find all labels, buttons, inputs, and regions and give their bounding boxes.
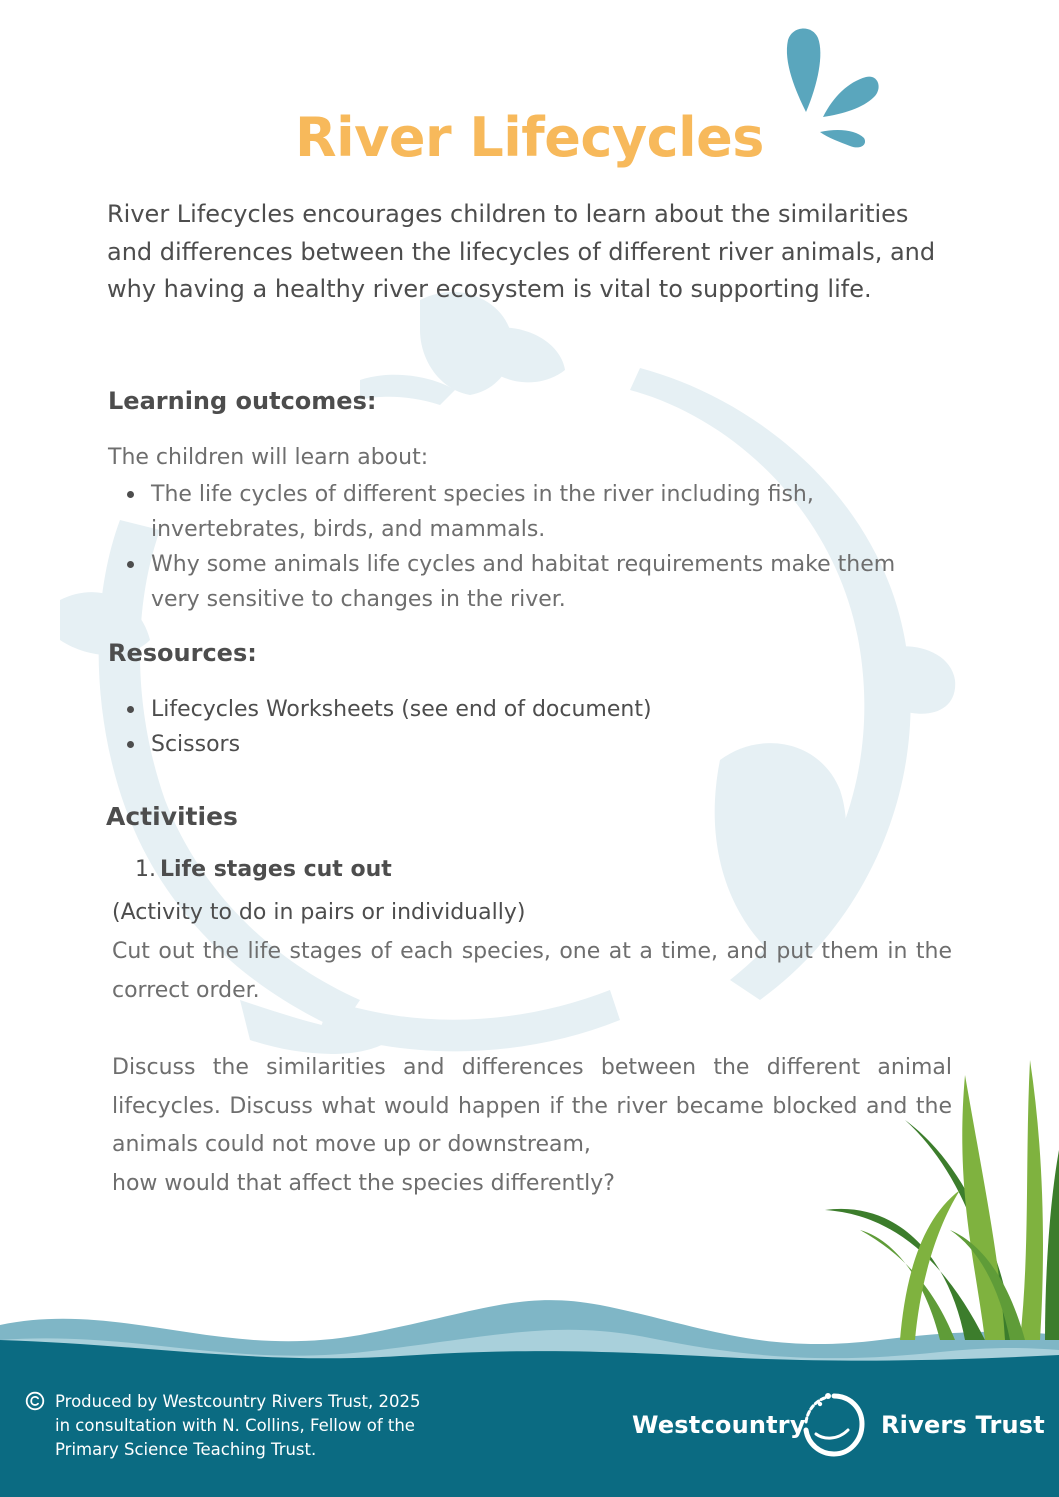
activity-note: (Activity to do in pairs or individually) <box>112 900 526 925</box>
resources-list <box>107 692 927 762</box>
activity-instruction: Cut out the life stages of each species, one at a time, and put them in the correct order. <box>112 939 952 1003</box>
page-title: River Lifecycles <box>295 106 764 169</box>
copyright-icon <box>25 1391 45 1411</box>
activity-discussion: Discuss the similarities and differences between the different animal lifecycles. Discuss what would happen if the river became blocked and the animals could not move up or downstream, <box>112 1055 952 1158</box>
activities-heading: Activities <box>106 802 238 831</box>
resources-heading: Resources: <box>108 639 257 667</box>
learning-outcomes-heading: Learning outcomes: <box>108 387 377 415</box>
list-item: Lifecycles Worksheets (see end of document) <box>107 692 927 727</box>
list-item: Scissors <box>107 727 927 762</box>
activity-number: 1. <box>135 857 156 882</box>
activity-discussion-question: how would that affect the species differently? <box>112 1171 615 1196</box>
learning-outcomes-lead: The children will learn about: <box>108 445 429 470</box>
list-item: Why some animals life cycles and habitat requirements make them very sensitive to changes in the river. <box>107 547 927 617</box>
logo-text-right: Rivers Trust <box>881 1411 1045 1439</box>
activity-title-text: Life stages cut out <box>160 857 392 882</box>
learning-outcomes-list <box>107 477 927 617</box>
logo-text-left: Westcountry <box>632 1411 806 1439</box>
list-item: The life cycles of different species in the river including fish, invertebrates, birds, and mammals. <box>107 477 927 547</box>
activity-title <box>135 857 392 882</box>
footer-credit: Produced by Westcountry Rivers Trust, 2025 in consultation with N. Collins, Fellow of the Primary Science Teaching Trust. <box>55 1392 421 1459</box>
rivers-trust-logo-icon <box>798 1390 870 1462</box>
intro-paragraph: River Lifecycles encourages children to learn about the similarities and differences between the lifecycles of different river animals, and why having a healthy river ecosystem is vital to supporting life. <box>107 200 936 303</box>
